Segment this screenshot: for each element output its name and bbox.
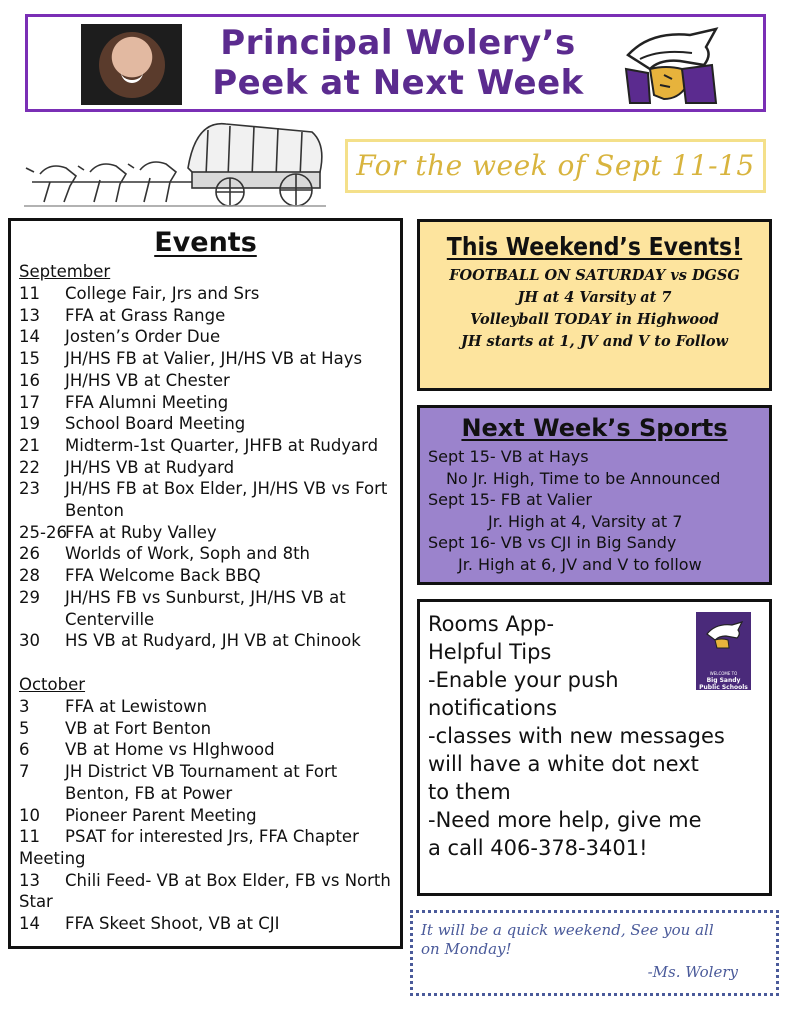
event-date: 5: [19, 718, 30, 738]
event-description: JH/HS FB at Valier, JH/HS VB at Hays: [65, 349, 363, 369]
closing-note-signature: -Ms. Wolery: [647, 963, 738, 981]
event-description: HS VB at Rudyard, JH VB at Chinook: [65, 631, 361, 651]
sports-line: Sept 16- VB vs CJI in Big Sandy: [428, 533, 677, 552]
weekend-events-title: This Weekend’s Events!: [446, 232, 743, 261]
week-banner: [345, 139, 766, 193]
event-date: 13: [19, 305, 40, 325]
event-row: [19, 543, 394, 565]
rooms-tip-line: -Need more help, give me: [428, 808, 702, 832]
rooms-tip-line: Rooms App-: [428, 612, 555, 636]
rooms-tip-line: will have a white dot next: [428, 752, 699, 776]
logo-welcome-text: WELCOME TO: [709, 671, 738, 676]
event-row: [19, 739, 394, 761]
september-heading: September: [19, 262, 111, 281]
event-date: 25-26: [19, 522, 67, 542]
event-date: 3: [19, 697, 30, 716]
event-description: JH/HS VB at Rudyard: [65, 457, 235, 477]
event-date: 26: [19, 544, 40, 564]
newsletter-title: [188, 23, 608, 103]
event-row: [19, 413, 394, 435]
event-date: 22: [19, 457, 40, 477]
event-description: FFA Alumni Meeting: [65, 392, 229, 412]
event-date: 17: [19, 392, 40, 412]
event-date: 29: [19, 587, 40, 607]
rooms-tip-line: notifications: [428, 696, 558, 720]
event-row: [19, 305, 394, 327]
event-date: 11: [19, 827, 40, 847]
event-description: VB at Home vs HIghwood: [65, 740, 275, 760]
event-date: 19: [19, 414, 40, 434]
event-date: 7: [19, 762, 30, 782]
event-row: [19, 718, 394, 740]
sports-title: Next Week’s Sports: [461, 414, 728, 442]
event-row: [19, 348, 394, 370]
rooms-tip-line: Helpful Tips: [428, 640, 552, 664]
event-row: [19, 283, 394, 305]
event-date: 30: [19, 631, 40, 651]
event-description: Pioneer Parent Meeting: [65, 805, 257, 825]
event-description: College Fair, Jrs and Srs: [65, 284, 260, 303]
event-description: PSAT for interested Jrs, FFA Chapter Meeting: [19, 827, 359, 868]
logo-school-name: Big Sandy Public Schools: [699, 677, 748, 691]
event-description: VB at Fort Benton: [65, 718, 212, 738]
event-date: 23: [19, 479, 40, 499]
event-description: FFA at Grass Range: [65, 305, 226, 325]
event-description: School Board Meeting: [65, 414, 246, 434]
event-date: 14: [19, 327, 40, 347]
events-panel: [8, 218, 403, 949]
weekend-events-panel: [417, 219, 772, 391]
event-description: JH/HS FB vs Sunburst, JH/HS VB at Centerville: [65, 587, 346, 629]
october-heading: October: [19, 675, 86, 694]
rooms-app-tips-panel: [417, 599, 772, 896]
event-date: 28: [19, 566, 40, 586]
event-row: [19, 826, 394, 869]
event-description: Midterm-1st Quarter, JHFB at Rudyard: [65, 435, 379, 455]
week-banner-text: For the week of Sept 11-15: [356, 149, 755, 182]
event-date: 15: [19, 349, 40, 369]
event-description: FFA at Lewistown: [65, 697, 208, 716]
event-row: [19, 326, 394, 348]
event-description: Chili Feed- VB at Box Elder, FB vs North Star: [19, 870, 391, 912]
title-line-2: Peek at Next Week: [212, 63, 584, 103]
event-description: Worlds of Work, Soph and 8th: [65, 544, 311, 564]
event-row: [19, 913, 394, 935]
rooms-tip-line: -classes with new messages: [428, 724, 725, 748]
event-date: 21: [19, 435, 40, 455]
sports-line: Jr. High at 4, Varsity at 7: [488, 512, 683, 531]
event-description: FFA Welcome Back BBQ: [65, 566, 261, 586]
rooms-tip-line: -Enable your push: [428, 668, 619, 692]
weekend-line: JH starts at 1, JV and V to Follow: [460, 333, 729, 350]
closing-note: [410, 910, 779, 996]
event-row: [19, 565, 394, 587]
event-row: [19, 630, 394, 652]
event-description: FFA Skeet Shoot, VB at CJI: [65, 914, 280, 934]
weekend-line: JH at 4 Varsity at 7: [517, 289, 672, 306]
event-row: [19, 761, 394, 804]
event-row: [19, 370, 394, 392]
events-title: Events: [154, 227, 257, 258]
event-row: [19, 478, 394, 521]
big-sandy-rooms-app-logo: [696, 612, 751, 690]
weekend-line: FOOTBALL ON SATURDAY vs DGSG: [449, 267, 740, 284]
event-date: 13: [19, 870, 40, 890]
event-row: [19, 457, 394, 479]
event-row: [19, 870, 394, 913]
event-row: [19, 435, 394, 457]
event-date: 16: [19, 370, 40, 390]
principal-photo: [81, 24, 182, 105]
event-date: 11: [19, 284, 40, 303]
event-row: [19, 587, 394, 630]
closing-note-text: It will be a quick weekend, See you all on Monday!: [421, 921, 714, 958]
event-row: [19, 805, 394, 827]
sports-line: Jr. High at 6, JV and V to follow: [458, 555, 702, 574]
sports-line: No Jr. High, Time to be Announced: [446, 469, 721, 488]
event-date: 14: [19, 914, 40, 934]
event-description: FFA at Ruby Valley: [65, 522, 217, 542]
next-week-sports-panel: [417, 405, 772, 585]
weekend-line: Volleyball TODAY in Highwood: [470, 311, 719, 328]
sports-line: Sept 15- FB at Valier: [428, 490, 592, 509]
event-row: [19, 696, 394, 718]
event-date: 10: [19, 805, 40, 825]
event-row: [19, 392, 394, 414]
event-date: 6: [19, 740, 30, 760]
newsletter-header: [25, 14, 766, 112]
event-row: [19, 522, 394, 544]
rooms-tip-line: a call 406-378-3401!: [428, 836, 648, 860]
pioneer-mascot-logo: [620, 25, 724, 105]
sports-line: Sept 15- VB at Hays: [428, 447, 589, 466]
title-line-1: Principal Wolery’s: [220, 23, 576, 63]
covered-wagon-illustration: [20, 116, 330, 210]
event-description: JH District VB Tournament at Fort Benton, FB at Power: [65, 762, 338, 803]
event-description: JH/HS FB at Box Elder, JH/HS VB vs Fort Benton: [65, 479, 388, 521]
event-description: JH/HS VB at Chester: [65, 370, 230, 390]
rooms-tip-line: to them: [428, 780, 511, 804]
event-description: Josten’s Order Due: [65, 327, 221, 347]
